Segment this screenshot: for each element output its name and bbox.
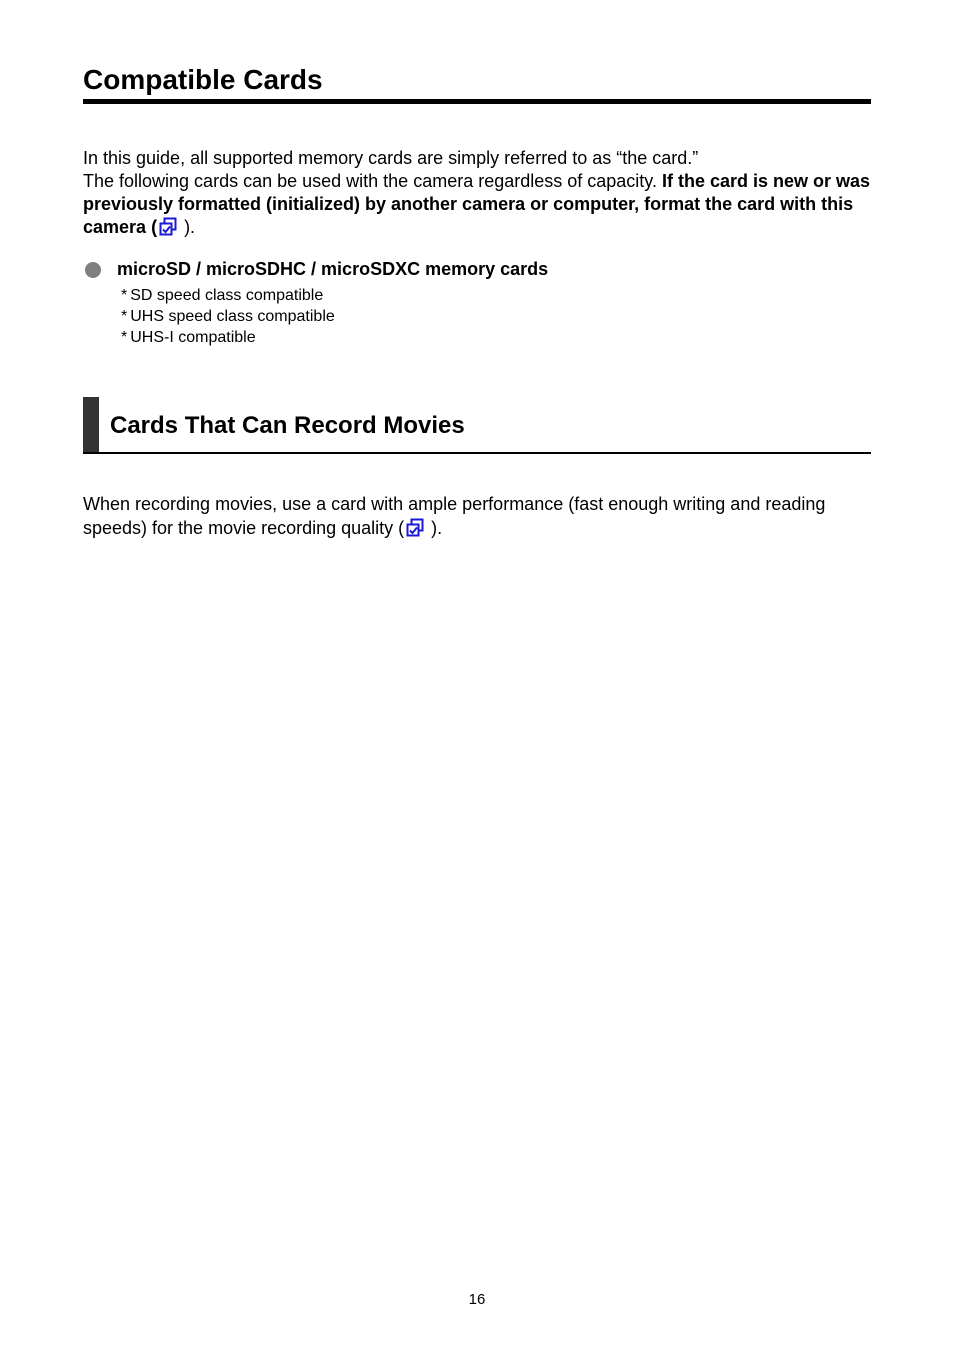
bullet-icon bbox=[85, 262, 101, 278]
section-marker bbox=[83, 397, 99, 454]
card-types-item bbox=[85, 258, 548, 281]
section-rule bbox=[83, 452, 871, 454]
note-mark: * bbox=[121, 329, 128, 346]
card-types-heading: microSD / microSDHC / microSDXC memory cards bbox=[117, 259, 549, 279]
cross-reference-link-icon[interactable] bbox=[158, 217, 178, 237]
format-link-close: ). bbox=[179, 217, 196, 237]
section-title: Cards That Can Record Movies bbox=[110, 412, 465, 439]
card-note bbox=[121, 285, 335, 306]
title-rule bbox=[83, 99, 871, 104]
card-notes-list bbox=[121, 285, 335, 348]
note-mark: * bbox=[121, 308, 128, 325]
format-warning-text: If the card is new or was previously formatted (initialized) by another camera or computer, format the card with this camera bbox=[83, 171, 871, 237]
card-note bbox=[121, 306, 335, 327]
page-title: Compatible Cards bbox=[83, 64, 323, 95]
intro-line-2 bbox=[83, 170, 873, 239]
note-text: SD speed class compatible bbox=[130, 287, 324, 304]
note-text: UHS-I compatible bbox=[130, 329, 256, 346]
movies-text: When recording movies, use a card with ample performance (fast enough writing and reading speeds) for the movie recording quality ( bbox=[83, 494, 826, 538]
note-mark: * bbox=[121, 287, 128, 304]
movies-paragraph bbox=[83, 492, 873, 540]
note-text: UHS speed class compatible bbox=[130, 308, 335, 325]
cross-reference-link-icon[interactable] bbox=[405, 518, 425, 538]
format-link-open: ( bbox=[146, 217, 158, 237]
intro-line-1: In this guide, all supported memory cards are simply referred to as “the card.” bbox=[83, 148, 699, 168]
page-number: 16 bbox=[468, 1291, 486, 1308]
card-note bbox=[121, 327, 335, 348]
movies-text-end: ). bbox=[426, 518, 443, 538]
intro-line-2-text: The following cards can be used with the camera regardless of capacity. bbox=[83, 171, 662, 191]
intro-paragraph bbox=[83, 147, 873, 239]
